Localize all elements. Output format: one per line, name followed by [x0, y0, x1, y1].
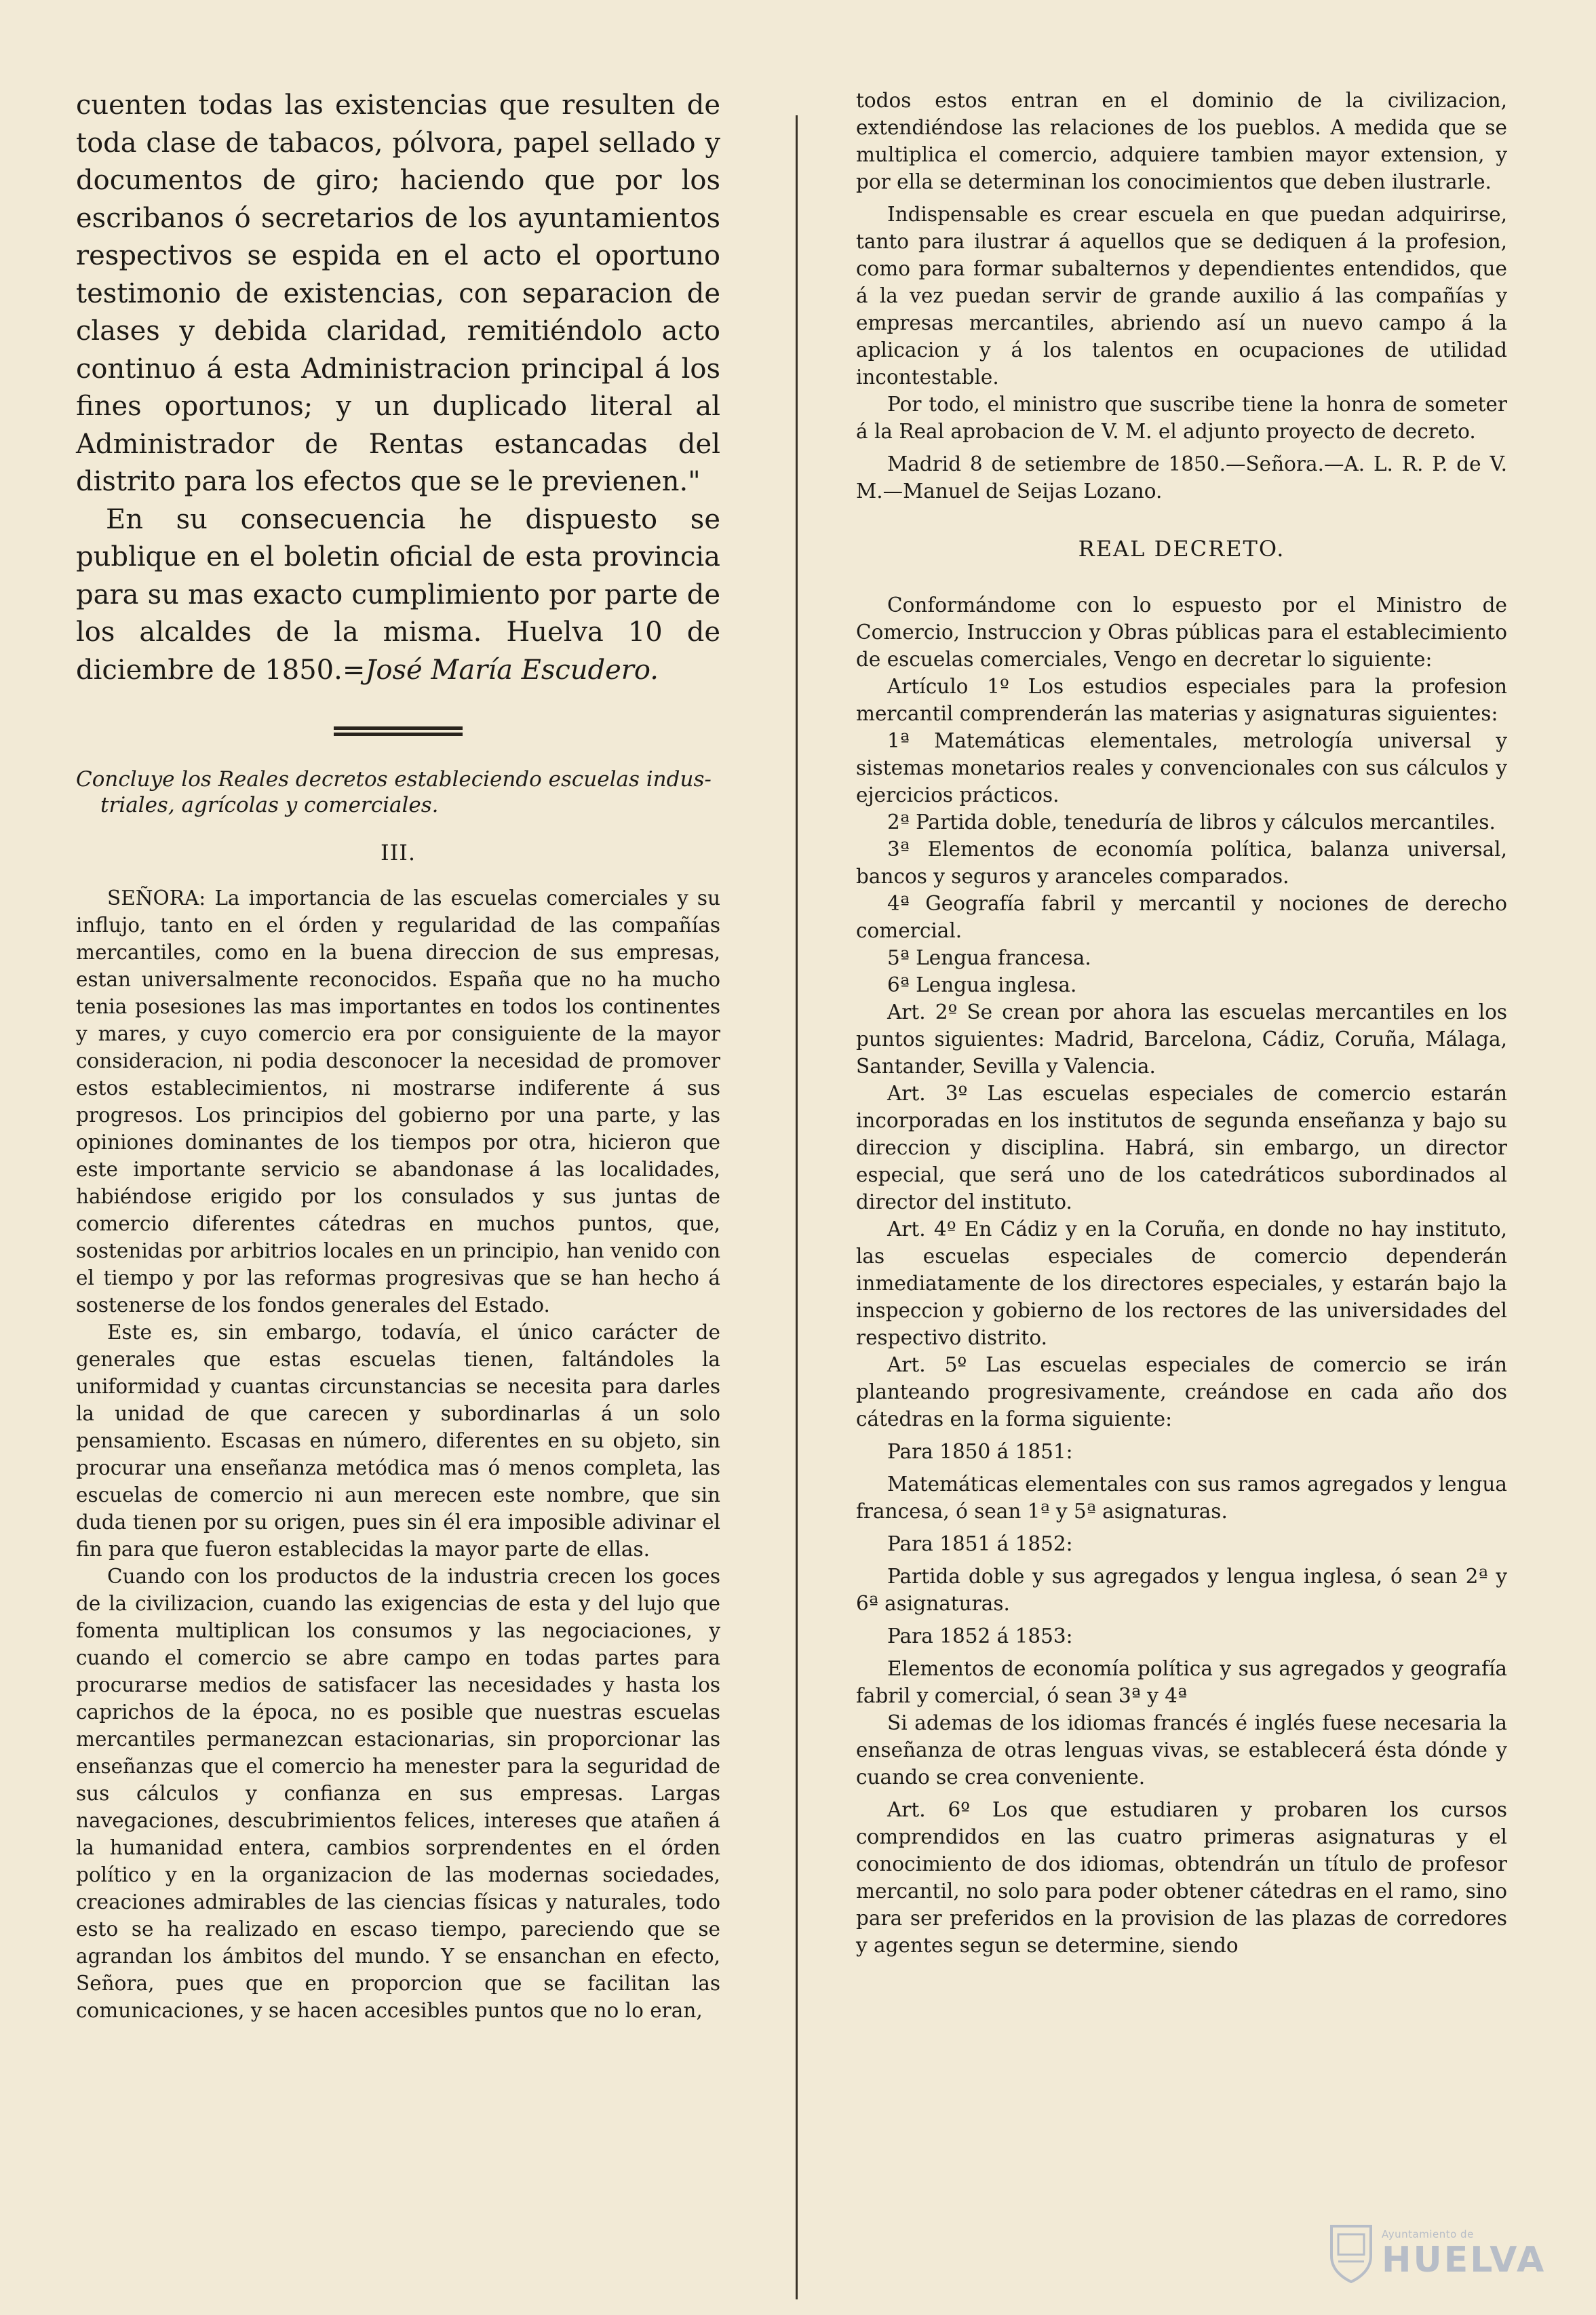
paragraph-este-es: Este es, sin embargo, todavía, el único carácter de generales que estas escuelas tienen, faltándoles la uniformidad y cuantas circunstancias se necesita para darles la unidad de que carecen y subordinarlas á un solo pensamiento. Escasas en número, diferentes en su objeto, sin procurar una enseñanza metódica mas ó menos completa, las escuelas de comercio ni aun merecen este nombre, que sin duda tienen por su origen, pues sin él era imposible adivinar el fin para que fueron establecidas la mayor parte de ellas.	[76, 1321, 720, 1561]
paragraph-cuando: Cuando con los productos de la industria crecen los goces de la civilizacion, cuando las exigencias de esta y del lujo que fomenta multiplican los consumos y las negociaciones, y cuando el comercio se abre campo en todas partes para procurarse medios de satisfacer las necesidades y hasta los caprichos de la época, no es posible que nuestras escuelas mercantiles permanezcan estacionarias, sin proporcionar las enseñanzas que el comercio ha menester para la seguridad de sus cálculos y confianza en sus empresas. Largas navegaciones, descubrimientos felices, intereses que atañen á la humanidad entera, cambios sorprendentes en el órden político y en la organizacion de las modernas sociedades, creaciones admirables de las ciencias físicas y naturales, todo esto se ha realizado en escaso tiempo, pareciendo que se agrandan los ámbitos del mundo. Y se ensanchan en efecto, Señora, pues que en proporcion que se facilitan las comunicaciones, y se hacen accesibles puntos que no lo eran,	[76, 1565, 720, 2022]
watermark-line-1: Ayuntamiento de	[1382, 2228, 1474, 2240]
paragraph-por-todo: Por todo, el ministro que suscribe tiene la honra de someter á la Real aprobacion de V. M. el adjunto proyecto de decreto.	[856, 393, 1507, 443]
year-1850: Para 1850 á 1851:	[887, 1440, 1073, 1463]
paragraph-publicacion	[76, 501, 720, 690]
signature-escudero: José María Escudero.	[365, 654, 659, 686]
paragraph-idiomas: Si ademas de los idiomas francés é inglés fuese necesaria la enseñanza de otras lenguas vivas, se establecerá ésta dónde y cuando se crea conveniente.	[856, 1711, 1507, 1789]
year-1850-text: Matemáticas elementales con sus ramos agregados y lengua francesa, ó sean 1ª y 5ª asignaturas.	[856, 1473, 1507, 1523]
ornamental-rule	[334, 722, 463, 741]
note-line-1: Concluye los Reales decretos estableciendo escuelas indus-	[76, 767, 712, 792]
real-decreto-heading: REAL DECRETO.	[1078, 536, 1285, 562]
section-numeral: III.	[380, 840, 416, 865]
subject-6: 6ª Lengua inglesa.	[887, 973, 1077, 996]
paragraph-civilizacion: todos estos entran en el dominio de la civilizacion, extendiéndose las relaciones de los pueblos. A medida que se multiplica el comercio, adquiere tambien mayor extension, y por ella se determinan los conocimientos que deben ilustrarle.	[856, 89, 1507, 193]
article-2: Art. 2º Se crean por ahora las escuelas mercantiles en los puntos siguientes: Madrid, Barcelona, Cádiz, Coruña, Málaga, Santander, Sevilla y Valencia.	[856, 1000, 1507, 1078]
left-column	[76, 87, 720, 2024]
article-1: Artículo 1º Los estudios especiales para la profesion mercantil comprenderán las materias y asignaturas siguientes:	[856, 675, 1507, 725]
signature-madrid: Madrid 8 de setiembre de 1850.—Señora.—A. L. R. P. de V. M.—Manuel de Seijas Lozano.	[856, 452, 1507, 503]
subject-4: 4ª Geografía fabril y mercantil y nociones de derecho comercial.	[856, 892, 1507, 942]
paragraph-indispensable: Indispensable es crear escuela en que puedan adquirirse, tanto para ilustrar á aquellos que se dediquen á la profesion, como para formar subalternos y dependientes entendidos, que á la vez puedan servir de grande auxilio á las compañías y empresas mercantiles, abriendo así un nuevo campo á la aplicacion y á los talentos en ocupaciones de utilidad incontestable.	[856, 203, 1507, 389]
subject-3: 3ª Elementos de economía política, balanza universal, bancos y seguros y aranceles comparados.	[856, 838, 1507, 888]
column-divider	[796, 115, 798, 2299]
year-1851: Para 1851 á 1852:	[887, 1532, 1073, 1555]
right-column	[856, 87, 1507, 1959]
article-3: Art. 3º Las escuelas especiales de comercio estarán incorporadas en los institutos de segunda enseñanza y bajo su direccion y disciplina. Habrá, sin embargo, un director especial, que será uno de los catedráticos subordinados al director del instituto.	[856, 1082, 1507, 1213]
year-1851-text: Partida doble y sus agregados y lengua inglesa, ó sean 2ª y 6ª asignaturas.	[856, 1565, 1507, 1615]
article-4: Art. 4º En Cádiz y en la Coruña, en donde no hay instituto, las escuelas especiales de comercio dependerán inmediatamente de los directores especiales, y estarán bajo la inspeccion y gobierno de los rectores de las universidades del respectivo distrito.	[856, 1218, 1507, 1349]
subject-1: 1ª Matemáticas elementales, metrología universal y sistemas monetarios reales y convencionales con sus cálculos y ejercicios prácticos.	[856, 729, 1507, 806]
year-1852: Para 1852 á 1853:	[887, 1625, 1073, 1648]
year-1852-text: Elementos de economía política y sus agregados y geografía fabril y comercial, ó sean 3ª y 4ª	[856, 1657, 1507, 1707]
archive-watermark	[1329, 2220, 1553, 2287]
publicacion-text: En su consecuencia he dispuesto se publique en el boletin oficial de esta provincia para su mas exacto cumplimiento por parte de los alcaldes de la misma. Huelva 10 de diciembre de 1850.=	[76, 503, 720, 686]
article-5: Art. 5º Las escuelas especiales de comercio se irán planteando progresivamente, creándose en cada año dos cátedras en la forma siguiente:	[856, 1353, 1507, 1431]
shield-icon	[1329, 2223, 1374, 2283]
subject-5: 5ª Lengua francesa.	[887, 946, 1091, 969]
paragraph-existencias: cuenten todas las existencias que resulten de toda clase de tabacos, pólvora, papel sellado y documentos de giro; haciendo que por los escribanos ó secretarios de los ayuntamientos respectivos se espida en el acto el oportuno testimonio de existencias, con separacion de clases y debida claridad, remitiéndolo acto continuo á esta Administracion principal á los fines oportunos; y un duplicado literal al Administrador de Rentas estancadas del distrito para los efectos que se le previenen."	[76, 90, 720, 497]
article-6: Art. 6º Los que estudiaren y probaren los cursos comprendidos en las cuatro primeras asignaturas y el conocimiento de dos idiomas, obtendrán un título de profesor mercantil, no solo para poder obtener cátedras en el ramo, sino para ser preferidos en la provision de las plazas de corredores y agentes segun se determine, siendo	[856, 1798, 1507, 1957]
paragraph-conformandome: Conformándome con lo espuesto por el Ministro de Comercio, Instruccion y Obras públicas para el establecimiento de escuelas comerciales, Vengo en decretar lo siguiente:	[856, 594, 1507, 671]
note-concluye	[76, 766, 720, 818]
subject-2: 2ª Partida doble, teneduría de libros y cálculos mercantiles.	[887, 811, 1496, 834]
watermark-line-2: HUELVA	[1382, 2239, 1546, 2280]
paragraph-senora: SEÑORA: La importancia de las escuelas comerciales y su influjo, tanto en el órden y regularidad de las compañías mercantiles, como en la buena direccion de sus empresas, estan universalmente reconocidos. España que no ha mucho tenia posesiones las mas importantes en todos los continentes y mares, y cuyo comercio era por consiguiente de la mayor consideracion, ni podia desconocer la necesidad de promover estos establecimientos, ni mostrarse indiferente á sus progresos. Los principios del gobierno por una parte, y las opiniones dominantes de los tiempos por otra, hicieron que este importante servicio se abandonase á las localidades, habiéndose erigido por los consulados y sus juntas de comercio diferentes cátedras en muchos puntos, que, sostenidas por arbitrios locales en un principio, han venido con el tiempo y por las reformas progresivas que se han hecho á sostenerse de los fondos generales del Estado.	[76, 887, 720, 1317]
note-line-2: triales, agrícolas y comerciales.	[100, 793, 439, 817]
